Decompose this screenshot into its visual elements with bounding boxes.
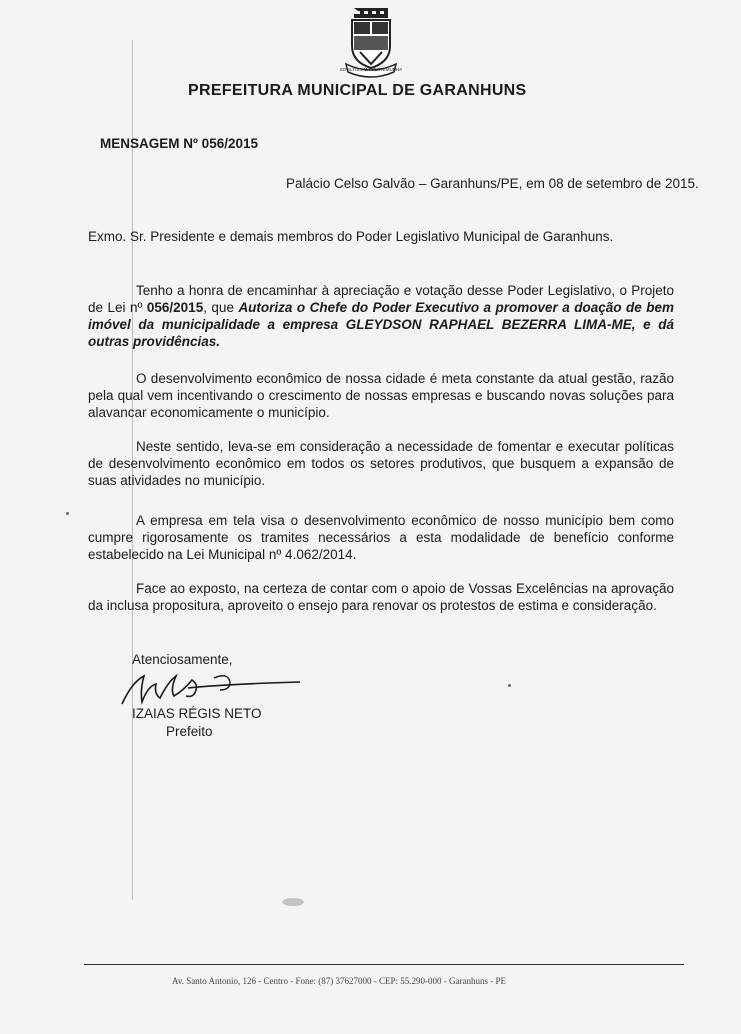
scan-speck	[66, 512, 69, 515]
bill-number: 056/2015	[146, 300, 204, 315]
message-number: MENSAGEM Nº 056/2015	[100, 136, 258, 151]
signer-title: Prefeito	[166, 724, 213, 739]
place-date: Palácio Celso Galvão – Garanhuns/PE, em 08 de setembro de 2015.	[286, 176, 699, 191]
scan-speck	[508, 684, 511, 687]
scan-smudge	[282, 898, 304, 906]
paragraph-1-connector: , que	[203, 300, 239, 315]
paragraph-1-intro: Tenho a honra de encaminhar à apreciação e votação desse Poder Legislativo, o Projeto de Lei nº	[88, 283, 674, 315]
footer-rule	[84, 964, 684, 965]
footer-address: Av. Santo Antonio, 126 - Centro - Fone: (87) 37627000 - CEP: 55.290-000 - Garanhuns - PE	[172, 976, 506, 986]
paragraph-4: A empresa em tela visa o desenvolvimento econômico de nosso município bem como cumpre rigorosamente os tramites necessários a esta modalidade de benefício conforme estabelecido na Lei Municipal nº 4.062/2014.	[88, 513, 674, 562]
coat-of-arms-logo	[340, 4, 402, 80]
signer-name: IZAIAS RÉGIS NETO	[132, 706, 262, 721]
page-title: PREFEITURA MUNICIPAL DE GARANHUNS	[188, 82, 527, 99]
paragraph-2: O desenvolvimento econômico de nossa cidade é meta constante da atual gestão, razão pela qual vem incentivando o crescimento de nossas empresas e buscando novas soluções para alavancar economicamente o município.	[88, 371, 674, 420]
bill-subject: Autoriza o Chefe do Poder Executivo a promover a doação de bem imóvel da municipalidade a empresa GLEYDSON RAPHAEL BEZERRA LIMA-ME, e dá outras providências.	[88, 300, 674, 349]
paragraph-5: Face ao exposto, na certeza de contar com o apoio de Vossas Excelências na aprovação da inclusa propositura, aproveito o ensejo para renovar os protestos de estima e consideração.	[88, 581, 674, 613]
paragraph-3: Neste sentido, leva-se em consideração a necessidade de fomentar e executar políticas de desenvolvimento econômico em todos os setores produtivos, que busquem a expansão de suas atividades no município.	[88, 439, 674, 488]
paragraph-1	[88, 282, 674, 350]
salutation: Exmo. Sr. Presidente e demais membros do Poder Legislativo Municipal de Garanhuns.	[88, 229, 614, 244]
closing: Atenciosamente,	[132, 652, 233, 667]
crest-motto: SO ALTISSIMA TESTEMUNHA	[340, 67, 402, 72]
